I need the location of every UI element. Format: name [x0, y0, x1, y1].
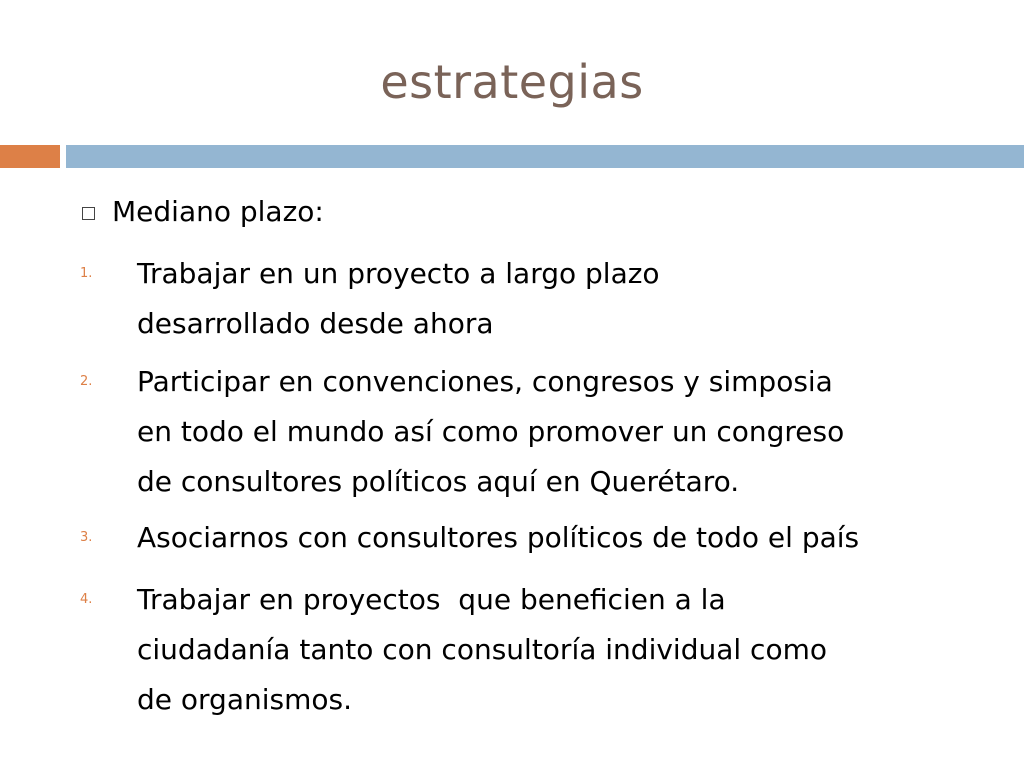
list-item-number: 2. [80, 374, 93, 389]
square-bullet-icon [82, 207, 95, 220]
list-item-number: 1. [80, 266, 93, 281]
slide-title: estrategias [380, 55, 644, 109]
list-item-text: Trabajar en proyectos que beneficien a la ciudadanía tanto con consultoría individual como de organismos. [137, 583, 827, 716]
list-item-text: Asociarnos con consultores políticos de todo el país [137, 521, 860, 554]
accent-bar-orange [0, 145, 60, 168]
list-item-number: 3. [80, 530, 93, 545]
bullet-heading [82, 192, 324, 232]
accent-bar-blue [66, 145, 1024, 168]
list-item-number: 4. [80, 592, 93, 607]
heading-text: Mediano plazo: [112, 195, 324, 228]
list-item-text: Trabajar en un proyecto a largo plazo desarrollado desde ahora [137, 257, 660, 340]
list-item-text: Participar en convenciones, congresos y simposia en todo el mundo así como promover un congreso de consultores políticos aquí en Querétaro. [137, 365, 845, 498]
